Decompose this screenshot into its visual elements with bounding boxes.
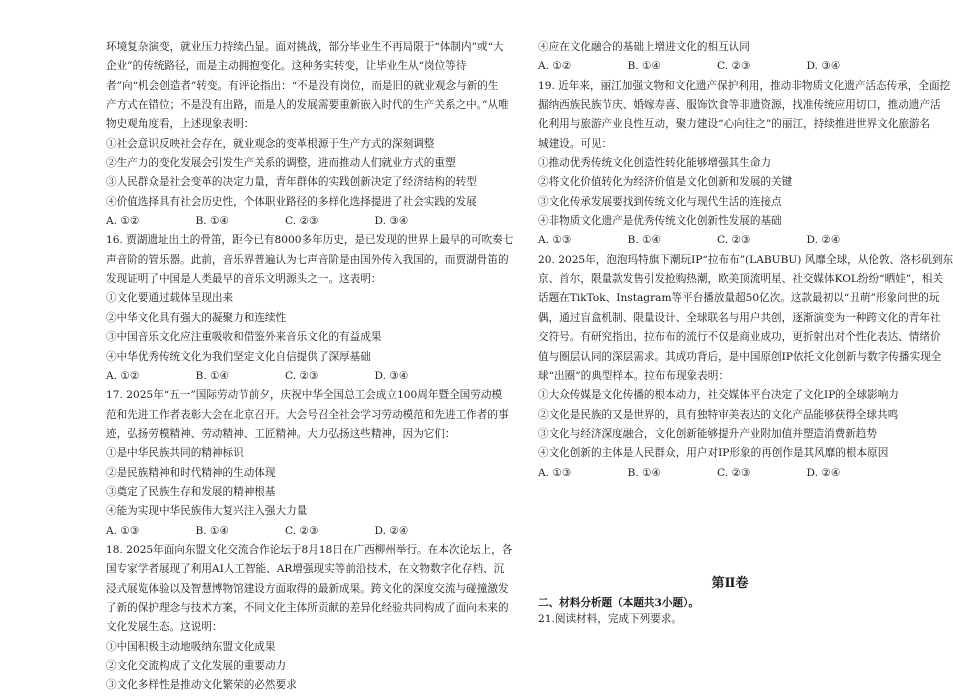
answer-option: D. ②④ — [374, 524, 409, 537]
text-line: ④能为实现中华民族伟大复兴注入强大力量 — [106, 505, 308, 518]
text-line: 企业”的传统路径，而是主动拥抱变化。这种务实转变，让毕业生从“岗位等待 — [106, 60, 467, 73]
text-line: 交符号。有研究指出，拉布布的流行不仅是商业成功，更折射出对个性化表达、情绪价 — [538, 331, 941, 344]
answer-option: D. ②④ — [806, 466, 841, 479]
right-column — [538, 38, 953, 483]
answer-option: A. ①② — [106, 369, 140, 382]
text-line: 发现证明了中国是人类最早的音乐文明源头之一。这表明： — [106, 273, 382, 286]
text-line: 范和先进工作者表彰大会在北京召开。大会号召全社会学习劳动模范和先进工作者的事 — [106, 408, 509, 421]
text-line: 浸式展览体验以及智慧博物馆建设方面取得的最新成果。跨文化的深度交流与碰撞激发 — [106, 582, 509, 595]
text-line: 19. 近年来，丽江加强文物和文化遗产保护利用，推动非物质文化遗产活态传承，全面挖 — [538, 79, 951, 92]
text-line: 城建设。可见： — [538, 137, 613, 150]
answer-options — [538, 464, 896, 483]
answer-option: A. ①② — [106, 215, 140, 228]
answer-option: A. ①③ — [538, 234, 572, 247]
answer-option: D. ②④ — [806, 234, 841, 247]
text-line: ③中国音乐文化应注重吸收和借鉴外来音乐文化的有益成果 — [106, 331, 382, 344]
text-line: ②文化是民族的又是世界的，具有独特审美表达的文化产品能够获得全球共鸣 — [538, 408, 899, 421]
text-line: 化利用与旅游产业良性互动，聚力建设“心向往之”的丽江，持续推进世界文化旅游名 — [538, 118, 931, 131]
text-line: 话题在TikTok、Instagram等平台播放量超50亿次。这款最初以“丑萌”形象问世的玩 — [538, 292, 940, 305]
text-line: 了新的保护理念与技术方案，不同文化主体所贡献的差异化经验共同构成了面向未来的 — [106, 601, 509, 614]
answer-option: A. ①③ — [538, 466, 572, 479]
answer-option: C. ②③ — [285, 524, 319, 537]
answer-option: C. ②③ — [717, 234, 751, 247]
text-line: 值与圈层认同的深层需求。其成功背后，是中国原创IP依托文化创新与数字传播实现全 — [538, 350, 942, 363]
text-line: ③人民群众是社会变革的决定力量，青年群体的实践创新决定了经济结构的转型 — [106, 176, 477, 189]
answer-option: A. ①② — [538, 60, 572, 73]
text-line: 偶，通过盲盒机制、限量设计、全球联名与用户共创，逐渐演变为一种跨文化的青年社 — [538, 311, 941, 324]
answer-option: B. ①④ — [627, 234, 662, 247]
text-line: ②文化交流构成了文化发展的重要动力 — [106, 660, 287, 672]
answer-option: D. ③④ — [806, 60, 841, 73]
answer-option: B. ①④ — [195, 215, 230, 228]
text-line: 产方式在错位；不是没有出路，而是人的发展需要重新嵌入时代的生产关系之中。”从唯 — [106, 99, 509, 112]
answer-options — [106, 522, 464, 541]
answer-option: B. ①④ — [627, 466, 662, 479]
text-line: 球“出圈”的典型样本。拉布布现象表明： — [538, 369, 729, 382]
text-line: ②是民族精神和时代精神的生动体现 — [106, 466, 276, 479]
text-line: 掘纳西族民族节庆、婚嫁寿喜、服饰饮食等非遗资源，找准传统应用切口，推动遗产活 — [538, 99, 941, 112]
text-line: 20. 2025年，泡泡玛特旗下潮玩IP“拉布布”(LABUBU) 风靡全球，从伦敦、洛杉矶到东 — [538, 253, 953, 266]
answer-option: B. ①④ — [195, 524, 230, 537]
text-line: ④价值选择具有社会历史性，个体职业路径的多样化选择提进了社会实践的发展 — [106, 195, 477, 208]
text-line: ①推动优秀传统文化创造性转化能够增强其生命力 — [538, 157, 772, 170]
text-line: 迹，弘扬劳模精神、劳动精神、工匠精神。大力弘扬这些精神，因为它们： — [106, 427, 456, 440]
text-line: 者”向“机会创造者”转变。有评论指出：“不是没有岗位，而是旧的就业观念与新的生 — [106, 79, 499, 92]
answer-option: B. ①④ — [195, 369, 230, 382]
text-line: ③奠定了民族生存和发展的精神根基 — [106, 485, 276, 498]
text-line: ③文化传承发展要找到传统文化与现代生活的连接点 — [538, 195, 782, 208]
text-line: ①文化要通过载体呈现出来 — [106, 292, 234, 305]
answer-option: C. ②③ — [285, 215, 319, 228]
text-line: ①大众传媒是文化传播的根本动力，社交媒体平台决定了文化IP的全球影响力 — [538, 389, 899, 402]
text-line: ③文化与经济深度融合，文化创新能够提升产业附加值并塑造消费新趋势 — [538, 427, 877, 440]
question-21-prompt: 21.阅读材料，完成下列要求。 — [538, 613, 682, 625]
text-line: 17. 2025年“五一”国际劳动节前夕，庆祝中华全国总工会成立100周年暨全国劳动模 — [106, 389, 503, 402]
answer-options — [106, 367, 464, 386]
answer-options — [538, 57, 896, 76]
answer-option: C. ②③ — [717, 60, 751, 73]
text-line: 18. 2025年面向东盟文化交流合作论坛于8月18日在广西柳州举行。在本次论坛上，各 — [106, 543, 513, 556]
text-line: ①社会意识反映社会存在，就业观念的变革根源于生产方式的深刻调整 — [106, 137, 435, 150]
text-line: ④非物质文化遗产是优秀传统文化创新性发展的基础 — [538, 215, 782, 228]
text-line: ②生产力的变化发展会引发生产关系的调整，进而推动人们就业方式的重塑 — [106, 157, 456, 170]
left-column — [106, 38, 514, 696]
section-title: 第Ⅱ卷 — [711, 576, 749, 591]
text-line: ③文化多样性是推动文化繁荣的必然要求 — [106, 679, 297, 692]
answer-option: D. ③④ — [374, 369, 409, 382]
answer-option: B. ①④ — [627, 60, 662, 73]
answer-option: A. ①③ — [106, 524, 140, 537]
answer-options — [106, 212, 464, 231]
text-line: ④应在文化融合的基础上增进文化的相互认同 — [538, 41, 750, 53]
text-line: 16. 贾湖遗址出土的骨笛，距今已有8000多年历史，是已发现的世界上最早的可吹奏七 — [106, 234, 514, 247]
answer-options — [538, 231, 896, 250]
text-line: ②将文化价值转化为经济价值是文化创新和发展的关键 — [538, 176, 793, 189]
text-line: 文化发展生态。这说明： — [106, 621, 223, 634]
text-line: 物史观角度看，上述现象表明： — [106, 118, 255, 131]
text-line: ④文化创新的主体是人民群众，用户对IP形象的再创作是其风靡的根本原因 — [538, 447, 889, 460]
text-line: ④中华优秀传统文化为我们坚定文化自信提供了深厚基础 — [106, 350, 371, 363]
text-line: 京、首尔，限量款发售引发抢购热潮，欧美顶流明星、社交媒体KOL纷纷“晒娃”，相关 — [538, 273, 943, 286]
answer-option: C. ②③ — [717, 466, 751, 479]
text-line: ①中国积极主动地吸纳东盟文化成果 — [106, 640, 276, 653]
text-line: 环境复杂演变，就业压力持续凸显。面对挑战，部分毕业生不再局限于“体制内”或“大 — [106, 41, 504, 53]
answer-option: D. ③④ — [374, 215, 409, 228]
text-line: 国专家学者展现了利用AI人工智能、AR增强现实等前沿技术，在文物数字化存档、沉 — [106, 563, 505, 576]
text-line: ①是中华民族共同的精神标识 — [106, 447, 244, 460]
answer-option: C. ②③ — [285, 369, 319, 382]
text-line: 声音阶的管乐器。此前，音乐界普遍认为七声音阶是由国外传入我国的，而贾湖骨笛的 — [106, 253, 509, 266]
section-heading: 二、材料分析题（本题共3小题）。 — [538, 597, 699, 609]
text-line: ②中华文化具有强大的凝聚力和连续性 — [106, 311, 287, 324]
